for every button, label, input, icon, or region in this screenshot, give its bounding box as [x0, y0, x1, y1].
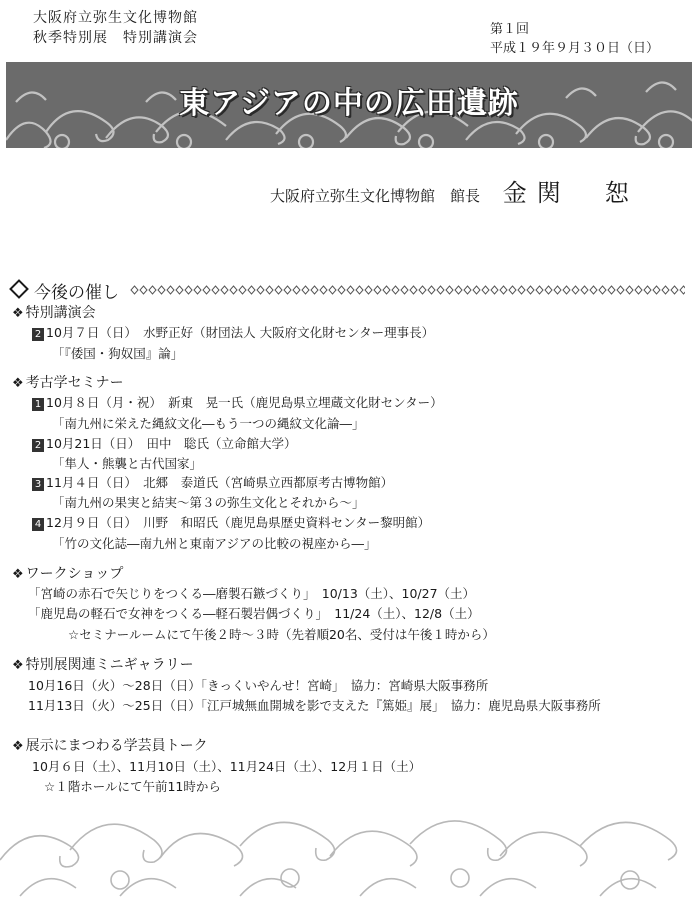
lecture-item-1: 2 10月７日（日） 水野正好（財団法人 大阪府文化財センター理事長） — [32, 324, 434, 341]
organizer-block — [33, 8, 198, 48]
talk-dates: 10月６日（土）、11月10日（土）、11月24日（土）、12月１日（土） — [32, 759, 422, 774]
lecture-item-1-topic: 「『倭国・狗奴国』論」 — [52, 346, 184, 361]
events-heading-label: 今後の催し — [34, 283, 119, 303]
seminar-item-4-topic: 「竹の文化誌―南九州と東南アジアの比較の視座から―」 — [52, 536, 377, 551]
seminar-item-2: 2 10月21日（日） 田中 聡氏（立命館大学） — [32, 435, 297, 452]
diamond-border-icon — [130, 285, 685, 295]
lecture-section-title: ❖ 特別講演会 — [12, 305, 96, 321]
event-name: 秋季特別展 特別講演会 — [33, 30, 198, 46]
issue-date: 平成１９年９月３０日（日） — [490, 41, 660, 56]
speaker-name: 金関 恕 — [502, 179, 639, 207]
seminar-item-1-topic: 「南九州に栄えた縄紋文化―もう一つの縄紋文化論―」 — [52, 416, 365, 431]
speaker-line — [270, 178, 639, 211]
title-banner — [6, 62, 692, 148]
gallery-item-1: 10月16日（火）～28日（日）「きっくいやんせ！宮崎」 協力：宮崎県大阪事務所 — [28, 678, 489, 693]
seminar-item-4: 4 12月９日（日） 川野 和昭氏（鹿児島県歴史資料センター黎明館） — [32, 514, 430, 531]
diamond-icon — [9, 279, 29, 299]
workshop-section-title: ❖ ワークショップ — [12, 566, 124, 582]
seminar-item-3-topic: 「南九州の果実と結実～第３の弥生文化とそれから～」 — [52, 495, 365, 510]
gallery-item-2: 11月13日（火）～25日（日）「江戸城無血開城を影で支えた『篤姫』展」 協力：鹿児島県大阪事務所 — [28, 698, 601, 713]
seminar-item-1: 1 10月８日（月・祝） 新東 晃一氏（鹿児島県立埋蔵文化財センター） — [32, 394, 443, 411]
issue-block — [490, 20, 659, 58]
seminar-item-2-topic: 「隼人・熊襲と古代国家」 — [52, 456, 203, 471]
seminar-section-title: ❖ 考古学セミナー — [12, 375, 124, 391]
speaker-affiliation: 大阪府立弥生文化博物館 館長 — [270, 187, 481, 205]
talk-section-title: ❖ 展示にまつわる学芸員トーク — [12, 738, 208, 754]
workshop-note: ☆セミナールームにて午後２時～３時（先着順20名、受付は午後１時から） — [68, 627, 495, 642]
workshop-item-1: 「宮崎の赤石で矢じりをつくる―磨製石鏃づくり」 10/13（土）、10/27（土） — [28, 586, 476, 601]
workshop-item-2: 「鹿児島の軽石で女神をつくる―軽石製岩偶づくり」 11/24（土）、12/8（土） — [28, 606, 480, 621]
issue-number: 第１回 — [490, 22, 530, 37]
events-heading — [8, 278, 119, 303]
seminar-item-3: 3 11月４日（日） 北郷 泰道氏（宮崎県立西都原考古博物館） — [32, 474, 393, 491]
organizer-name: 大阪府立弥生文化博物館 — [33, 10, 198, 26]
footer-cloud-pattern-icon — [0, 800, 700, 900]
lecture-title: 東アジアの中の広田遺跡 — [179, 86, 519, 121]
gallery-section-title: ❖ 特別展関連ミニギャラリー — [12, 657, 194, 673]
talk-note: ☆１階ホールにて午前11時から — [44, 779, 221, 794]
